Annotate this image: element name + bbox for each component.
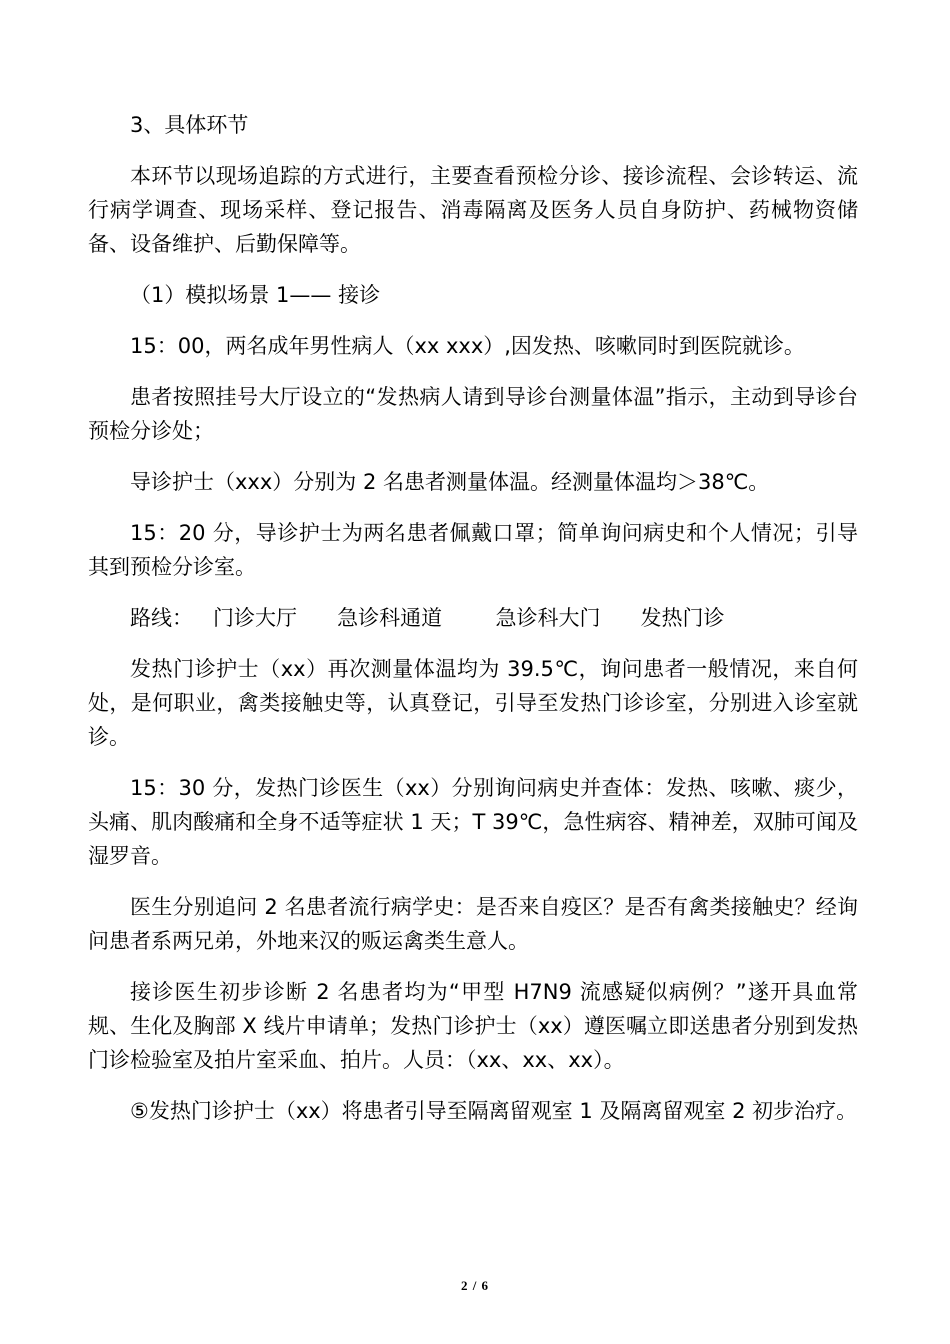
paragraph-arrival: 15：00，两名成年男性病人（xx xxx）,因发热、咳嗽同时到医院就诊。 <box>130 334 805 358</box>
paragraph-sign-instruction: 患者按照挂号大厅设立的“发热病人请到导诊台测量体温”指示，主动到导诊台预检分诊处； <box>88 385 858 443</box>
document-body <box>88 108 858 1145</box>
paragraph-mask: 15：20 分，导诊护士为两名患者佩戴口罩；简单询问病史和个人情况；引导其到预检分诊室。 <box>88 521 858 579</box>
scenario-heading: （1）模拟场景 1—— 接诊 <box>130 283 381 307</box>
page-number: 2 / 6 <box>460 1278 490 1293</box>
paragraph-fever-clinic: 发热门诊护士（xx）再次测量体温均为 39.5℃，询问患者一般情况，来自何处，是何职业，禽类接触史等，认真登记，引导至发热门诊诊室，分别进入诊室就诊。 <box>88 657 858 749</box>
paragraph-epidemiology: 医生分别追问 2 名患者流行病学史：是否来自疫区？是否有禽类接触史？经询问患者系两兄弟，外地来汉的贩运禽类生意人。 <box>88 895 858 953</box>
paragraph-temperature: 导诊护士（xxx）分别为 2 名患者测量体温。经测量体温均＞38℃。 <box>130 470 770 494</box>
paragraph-examination: 15：30 分，发热门诊医生（xx）分别询问病史并查体：发热、咳嗽、痰少，头痛、肌肉酸痛和全身不适等症状 1 天；T 39℃，急性病容、精神差，双肺可闻及湿罗音。 <box>88 776 858 868</box>
paragraph-isolation: ⑤发热门诊护士（xx）将患者引导至隔离留观室 1 及隔离留观室 2 初步治疗。 <box>130 1099 858 1123</box>
paragraph-route: 路线： 门诊大厅 急诊科通道 急诊科大门 发热门诊 <box>130 606 725 630</box>
section-heading: 3、具体环节 <box>130 113 249 137</box>
paragraph-overview: 本环节以现场追踪的方式进行，主要查看预检分诊、接诊流程、会诊转运、流行病学调查、现场采样、登记报告、消毒隔离及医务人员自身防护、药械物资储备、设备维护、后勤保障等。 <box>88 164 858 256</box>
paragraph-diagnosis: 接诊医生初步诊断 2 名患者均为“甲型 H7N9 流感疑似病例？”遂开具血常规、生化及胸部 X 线片申请单；发热门诊护士（xx）遵医嘱立即送患者分别到发热门诊检验室及拍片室采血、拍片。人员：（xx、xx、xx）。 <box>88 980 858 1072</box>
